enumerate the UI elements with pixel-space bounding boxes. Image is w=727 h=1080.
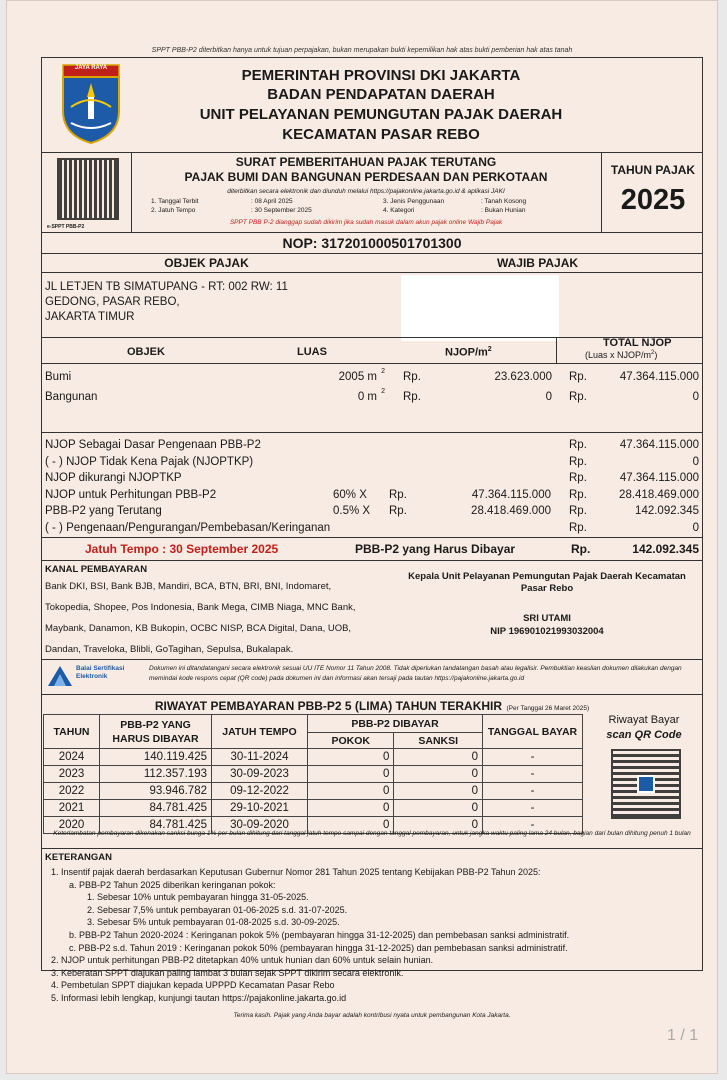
official-title: Kepala Unit Pelayanan Pemungutan Pajak Daerah Kecamatan Pasar Rebo: [408, 571, 686, 594]
h-jatuh: JATUH TEMPO: [212, 715, 308, 749]
bsre-text: Dokumen ini ditandatangani secara elektronik sesuai UU ITE Nomor 11 Tahun 2008. Tidak diperlukan tandatangan basah atau legalisir. Pembuktian keaslian dokumen dilakukan dengan memindai kode respons cepat (QR code) pada dokumen ini dan informasi akan tersaji pada tautan https://pajakonline.jakarta.go.id: [149, 665, 682, 682]
luas-unit: 2: [381, 368, 385, 375]
nop: NOP: 317201000501701300: [282, 235, 462, 251]
h-tanggal: TANGGAL BAYAR: [483, 715, 583, 749]
history-tahun: 2021: [44, 800, 100, 817]
sppt-paper: [6, 0, 718, 1074]
history-pokok: 0: [308, 749, 394, 766]
objek-luas: 0 m: [357, 391, 377, 403]
h-dibayar: PBB-P2 DIBAYAR: [308, 715, 483, 733]
sppt-title2: PAJAK BUMI DAN BANGUNAN PERDESAAN DAN PERKOTAAN: [184, 170, 548, 184]
keterangan-line: 1. Sebesar 10% untuk pembayaran hingga 31-05-2025.: [87, 892, 309, 903]
history-tahun: 2020: [44, 817, 100, 834]
history-tgl: -: [483, 766, 583, 783]
history-sanksi: 0: [394, 766, 483, 783]
col-objek: OBJEK: [127, 346, 165, 358]
calc-v2: 47.364.115.000: [619, 472, 699, 484]
bsre-logo-text: Balai Sertifikasi Elektronik: [76, 665, 125, 680]
table-row: [44, 749, 583, 766]
objek-pajak-label: OBJEK PAJAK: [164, 256, 249, 270]
h-sanksi: SANKSI: [394, 733, 483, 749]
page-number: 1 / 1: [667, 1027, 699, 1044]
objek-name: Bumi: [45, 371, 72, 383]
history-title-wrap: [41, 697, 703, 715]
col-luas: LUAS: [297, 346, 327, 358]
history-pokok: 0: [308, 800, 394, 817]
wajib-pajak-redacted: [401, 275, 559, 341]
objek-rp2: Rp.: [569, 391, 587, 403]
history-pbb: 84.781.425: [100, 800, 212, 817]
divider: [41, 152, 703, 153]
calc-v2: 28.418.469.000: [619, 488, 699, 501]
table-row: [44, 783, 583, 800]
divider: [41, 253, 703, 254]
history-tgl: -: [483, 817, 583, 834]
keterangan-line: 3. Sebesar 5% untuk pembayaran 01-08-2025 s.d. 30-09-2025.: [87, 917, 340, 928]
divider-vertical: [601, 152, 602, 232]
history-jatuh: 30-09-2020: [212, 817, 308, 834]
keterangan-line: b. PBB-P2 Tahun 2020-2024 : Keringanan pokok 5% (pembayaran hingga 31-12-2025) dan pembebasan sanksi administratif.: [69, 930, 570, 940]
disclaimer: SPPT PBB-P2 diterbitkan hanya untuk tujuan perpajakan, bukan merupakan bukti kepemilikan hak atas bukti pemberian hak atas tanah: [151, 47, 573, 54]
official-nip: NIP 196901021993032004: [490, 626, 604, 637]
history-tgl: -: [483, 800, 583, 817]
kanal-line: Maybank, Danamon, KB Bukopin, OCBC NISP, BCA Digital, Dana, UOB,: [45, 623, 352, 634]
history-jatuh: 09-12-2022: [212, 783, 308, 800]
history-pbb: 93.946.782: [100, 783, 212, 800]
calc-label: NJOP untuk Perhitungan PBB-P2: [45, 488, 217, 501]
history-table: [43, 714, 583, 834]
calc-rp2: Rp.: [569, 472, 587, 484]
kanal-line: Tokopedia, Shopee, Pos Indonesia, Bank Mega, CIMB Niaga, MNC Bank,: [45, 602, 356, 613]
history-tgl: -: [483, 783, 583, 800]
divider-vertical: [131, 152, 132, 232]
history-tahun: 2023: [44, 766, 100, 783]
luas-unit: 2: [381, 388, 385, 395]
history-jatuh: 30-09-2023: [212, 766, 308, 783]
history-jatuh: 29-10-2021: [212, 800, 308, 817]
objek-rp1: Rp.: [403, 371, 421, 383]
history-pokok: 0: [308, 766, 394, 783]
calc-rp2: Rp.: [569, 455, 587, 468]
field-label: 4. Kategori: [383, 207, 415, 214]
calc-v1: 28.418.469.000: [471, 505, 551, 517]
field-value: : 30 September 2025: [251, 207, 312, 214]
late-note: Keterlambatan pembayaran dikenakan sanksi bunga 1% per bulan dihitung dari tanggal jatuh tempo sampai dengan tanggal pembayaran, untuk jangka waktu paling lama 24 bulan, bagian dari bulan dihitung penuh 1 bulan: [53, 830, 691, 837]
keterangan-footer: Terima kasih. Pajak yang Anda bayar adalah kontribusi nyata untuk pembangunan Kota Jakarta.: [233, 1012, 511, 1019]
field-value: : Bukan Hunian: [481, 207, 526, 214]
divider: [41, 848, 703, 849]
keterangan-line: a. PBB-P2 Tahun 2025 diberikan keringanan pokok:: [69, 879, 276, 890]
field-label: 3. Jenis Penggunaan: [383, 198, 445, 205]
objek-total: 47.364.115.000: [619, 371, 699, 383]
calc-rp2: Rp.: [569, 521, 587, 534]
calc-rp1: Rp.: [389, 505, 407, 517]
objek-total: 0: [692, 391, 699, 403]
sppt-note: diterbitkan secara elektronik dan diunduh melalui https://pajakonline.jakarta.go.id & aplikasi JAKI: [227, 188, 505, 195]
keterangan-line: c. PBB-P2 s.d. Tahun 2019 : Keringanan pokok 50% (pembayaran hingga 31-12-2025) dan pembebasan sanksi administratif.: [69, 942, 568, 953]
qr-label2: scan QR Code: [606, 729, 682, 741]
calc-v2: 47.364.115.000: [619, 439, 699, 451]
calc-rp2: Rp.: [569, 488, 587, 501]
header-line3: UNIT PELAYANAN PEMUNGUTAN PAJAK DAERAH: [199, 106, 563, 123]
history-title: RIWAYAT PEMBAYARAN PBB-P2 5 (LIMA) TAHUN TERAKHIR: [154, 699, 503, 713]
calc-label: NJOP Sebagai Dasar Pengenaan PBB-P2: [45, 439, 261, 451]
field-value: : 08 April 2025: [251, 198, 293, 205]
history-pbb: 112.357.193: [100, 766, 212, 783]
calc-v2: 0: [692, 521, 699, 534]
calc-rp1: Rp.: [389, 488, 407, 501]
keterangan-line: 1. Insentif pajak daerah berdasarkan Keputusan Gubernur Nomor 281 Tahun 2025 tentang Kebijakan PBB-P2 Tahun 2025:: [51, 867, 541, 877]
kanal-title: KANAL PEMBAYARAN: [45, 564, 148, 575]
objek-njop: 23.623.000: [494, 371, 552, 383]
field-value: : Tanah Kosong: [481, 198, 527, 205]
history-pokok: 0: [308, 817, 394, 834]
riwayat-qr-logo: [637, 775, 655, 793]
calc-pct: 0.5% X: [333, 505, 371, 517]
table-row: [44, 800, 583, 817]
address-line: GEDONG, PASAR REBO,: [45, 296, 180, 308]
harus-dibayar-value: 142.092.345: [632, 542, 699, 556]
calc-rp2: Rp.: [569, 505, 587, 517]
calc-label: NJOP dikurangi NJOPTKP: [45, 472, 182, 484]
calc-label: ( - ) Pengenaan/Pengurangan/Pembebasan/Keringanan: [45, 521, 331, 534]
divider-vertical: [556, 337, 557, 363]
jakarta-logo: [59, 63, 123, 145]
objek-name: Bangunan: [45, 391, 98, 403]
divider: [41, 363, 703, 364]
col-total-sub: (Luas x NJOP/$m^2$): [585, 350, 658, 360]
col-njop: NJOP/$m^2$: [445, 346, 492, 359]
history-pokok: 0: [308, 783, 394, 800]
history-pbb: 140.119.425: [100, 749, 212, 766]
h-tahun: TAHUN: [44, 715, 100, 749]
objek-rp2: Rp.: [569, 371, 587, 383]
history-sanksi: 0: [394, 783, 483, 800]
divider: [41, 560, 703, 561]
objek-luas: 2005 m: [338, 371, 377, 383]
document-body: [41, 57, 703, 1037]
esppt-label: e-SPPT PBB-P2: [47, 224, 85, 230]
jatuh-tempo: Jatuh Tempo : 30 September 2025: [85, 542, 279, 556]
field-label: 2. Jatuh Tempo: [151, 207, 196, 214]
calc-rp2: Rp.: [569, 439, 587, 451]
header-line1: PEMERINTAH PROVINSI DKI JAKARTA: [241, 67, 521, 84]
wajib-pajak-label: WAJIB PAJAK: [496, 256, 579, 270]
sppt-qr-code: [57, 158, 119, 220]
col-total: TOTAL NJOP: [603, 337, 672, 349]
bsre-logo: [45, 664, 141, 692]
calc-v2: 142.092.345: [635, 505, 699, 517]
history-jatuh: 30-11-2024: [212, 749, 308, 766]
logo-text: JAYA RAYA: [74, 65, 108, 71]
calc-pct: 60% X: [333, 488, 367, 501]
kanal-line: Dandan, Traveloka, Blibli, GoTagihan, Sepulsa, Bukalapak.: [45, 644, 294, 655]
calc-v1: 47.364.115.000: [471, 488, 551, 501]
history-pbb: 84.781.425: [100, 817, 212, 834]
sppt-warning: SPPT PBB P-2 dianggap sudah dikirim jika sudah masuk dalam akun pajak online Wajib Pajak: [229, 219, 503, 226]
bsre-icon: [45, 664, 75, 690]
calc-label: ( - ) NJOP Tidak Kena Pajak (NJOPTKP): [45, 455, 254, 468]
harus-dibayar-label: PBB-P2 yang Harus Dibayar: [355, 542, 516, 556]
divider: [41, 432, 703, 433]
objek-rp1: Rp.: [403, 391, 421, 403]
keterangan-line: 2. NJOP untuk perhitungan PBB-P2 ditetapkan 40% untuk hunian dan 60% untuk selain hunian.: [51, 955, 434, 966]
history-tahun: 2024: [44, 749, 100, 766]
divider: [41, 694, 703, 695]
qr-label1: Riwayat Bayar: [608, 714, 680, 726]
divider: [41, 537, 703, 538]
keterangan-line: 2. Sebesar 7,5% untuk pembayaran 01-06-2025 s.d. 31-07-2025.: [87, 904, 348, 915]
keterangan-line: 4. Pembetulan SPPT diajukan kepada UPPPD Kecamatan Pasar Rebo: [51, 980, 335, 991]
divider: [41, 659, 703, 660]
tahun-pajak-label: TAHUN PAJAK: [610, 163, 696, 177]
history-tgl: -: [483, 749, 583, 766]
keterangan-line: 5. Informasi lebih lengkap, kunjungi tautan https://pajakonline.jakarta.go.id: [51, 993, 347, 1003]
harus-dibayar-rp: Rp.: [571, 542, 591, 556]
h-pbb: PBB-P2 YANG HARUS DIBAYAR: [100, 715, 212, 749]
tahun-pajak-value: 2025: [620, 184, 686, 216]
sppt-title1: SURAT PEMBERITAHUAN PAJAK TERUTANG: [235, 155, 497, 169]
objek-njop: 0: [545, 391, 552, 403]
header-line2: BADAN PENDAPATAN DAERAH: [267, 86, 495, 103]
calc-label: PBB-P2 yang Terutang: [45, 505, 162, 517]
kanal-line: Bank DKI, BSI, Bank BJB, Mandiri, BCA, BTN, BRI, BNI, Indomaret,: [45, 581, 332, 592]
keterangan-title: KETERANGAN: [45, 852, 113, 863]
history-sanksi: 0: [394, 749, 483, 766]
address-line: JAKARTA TIMUR: [45, 311, 135, 323]
divider: [41, 272, 703, 273]
history-subtitle: (Per Tanggal 26 Maret 2025): [506, 705, 590, 712]
field-label: 1. Tanggal Terbit: [151, 198, 199, 205]
header-line4: KECAMATAN PASAR REBO: [282, 126, 480, 143]
history-sanksi: 0: [394, 800, 483, 817]
table-row: [44, 766, 583, 783]
calc-v2: 0: [692, 455, 699, 468]
history-sanksi: 0: [394, 817, 483, 834]
divider: [41, 232, 703, 233]
address-line: JL LETJEN TB SIMATUPANG - RT: 002 RW: 11: [45, 281, 288, 293]
history-tahun: 2022: [44, 783, 100, 800]
official-name: SRI UTAMI: [523, 613, 571, 624]
keterangan-line: 3. Keberatan SPPT diajukan paling lambat 3 bulan sejak SPPT dikirim secara elektronik.: [51, 967, 404, 978]
h-pokok: POKOK: [308, 733, 394, 749]
